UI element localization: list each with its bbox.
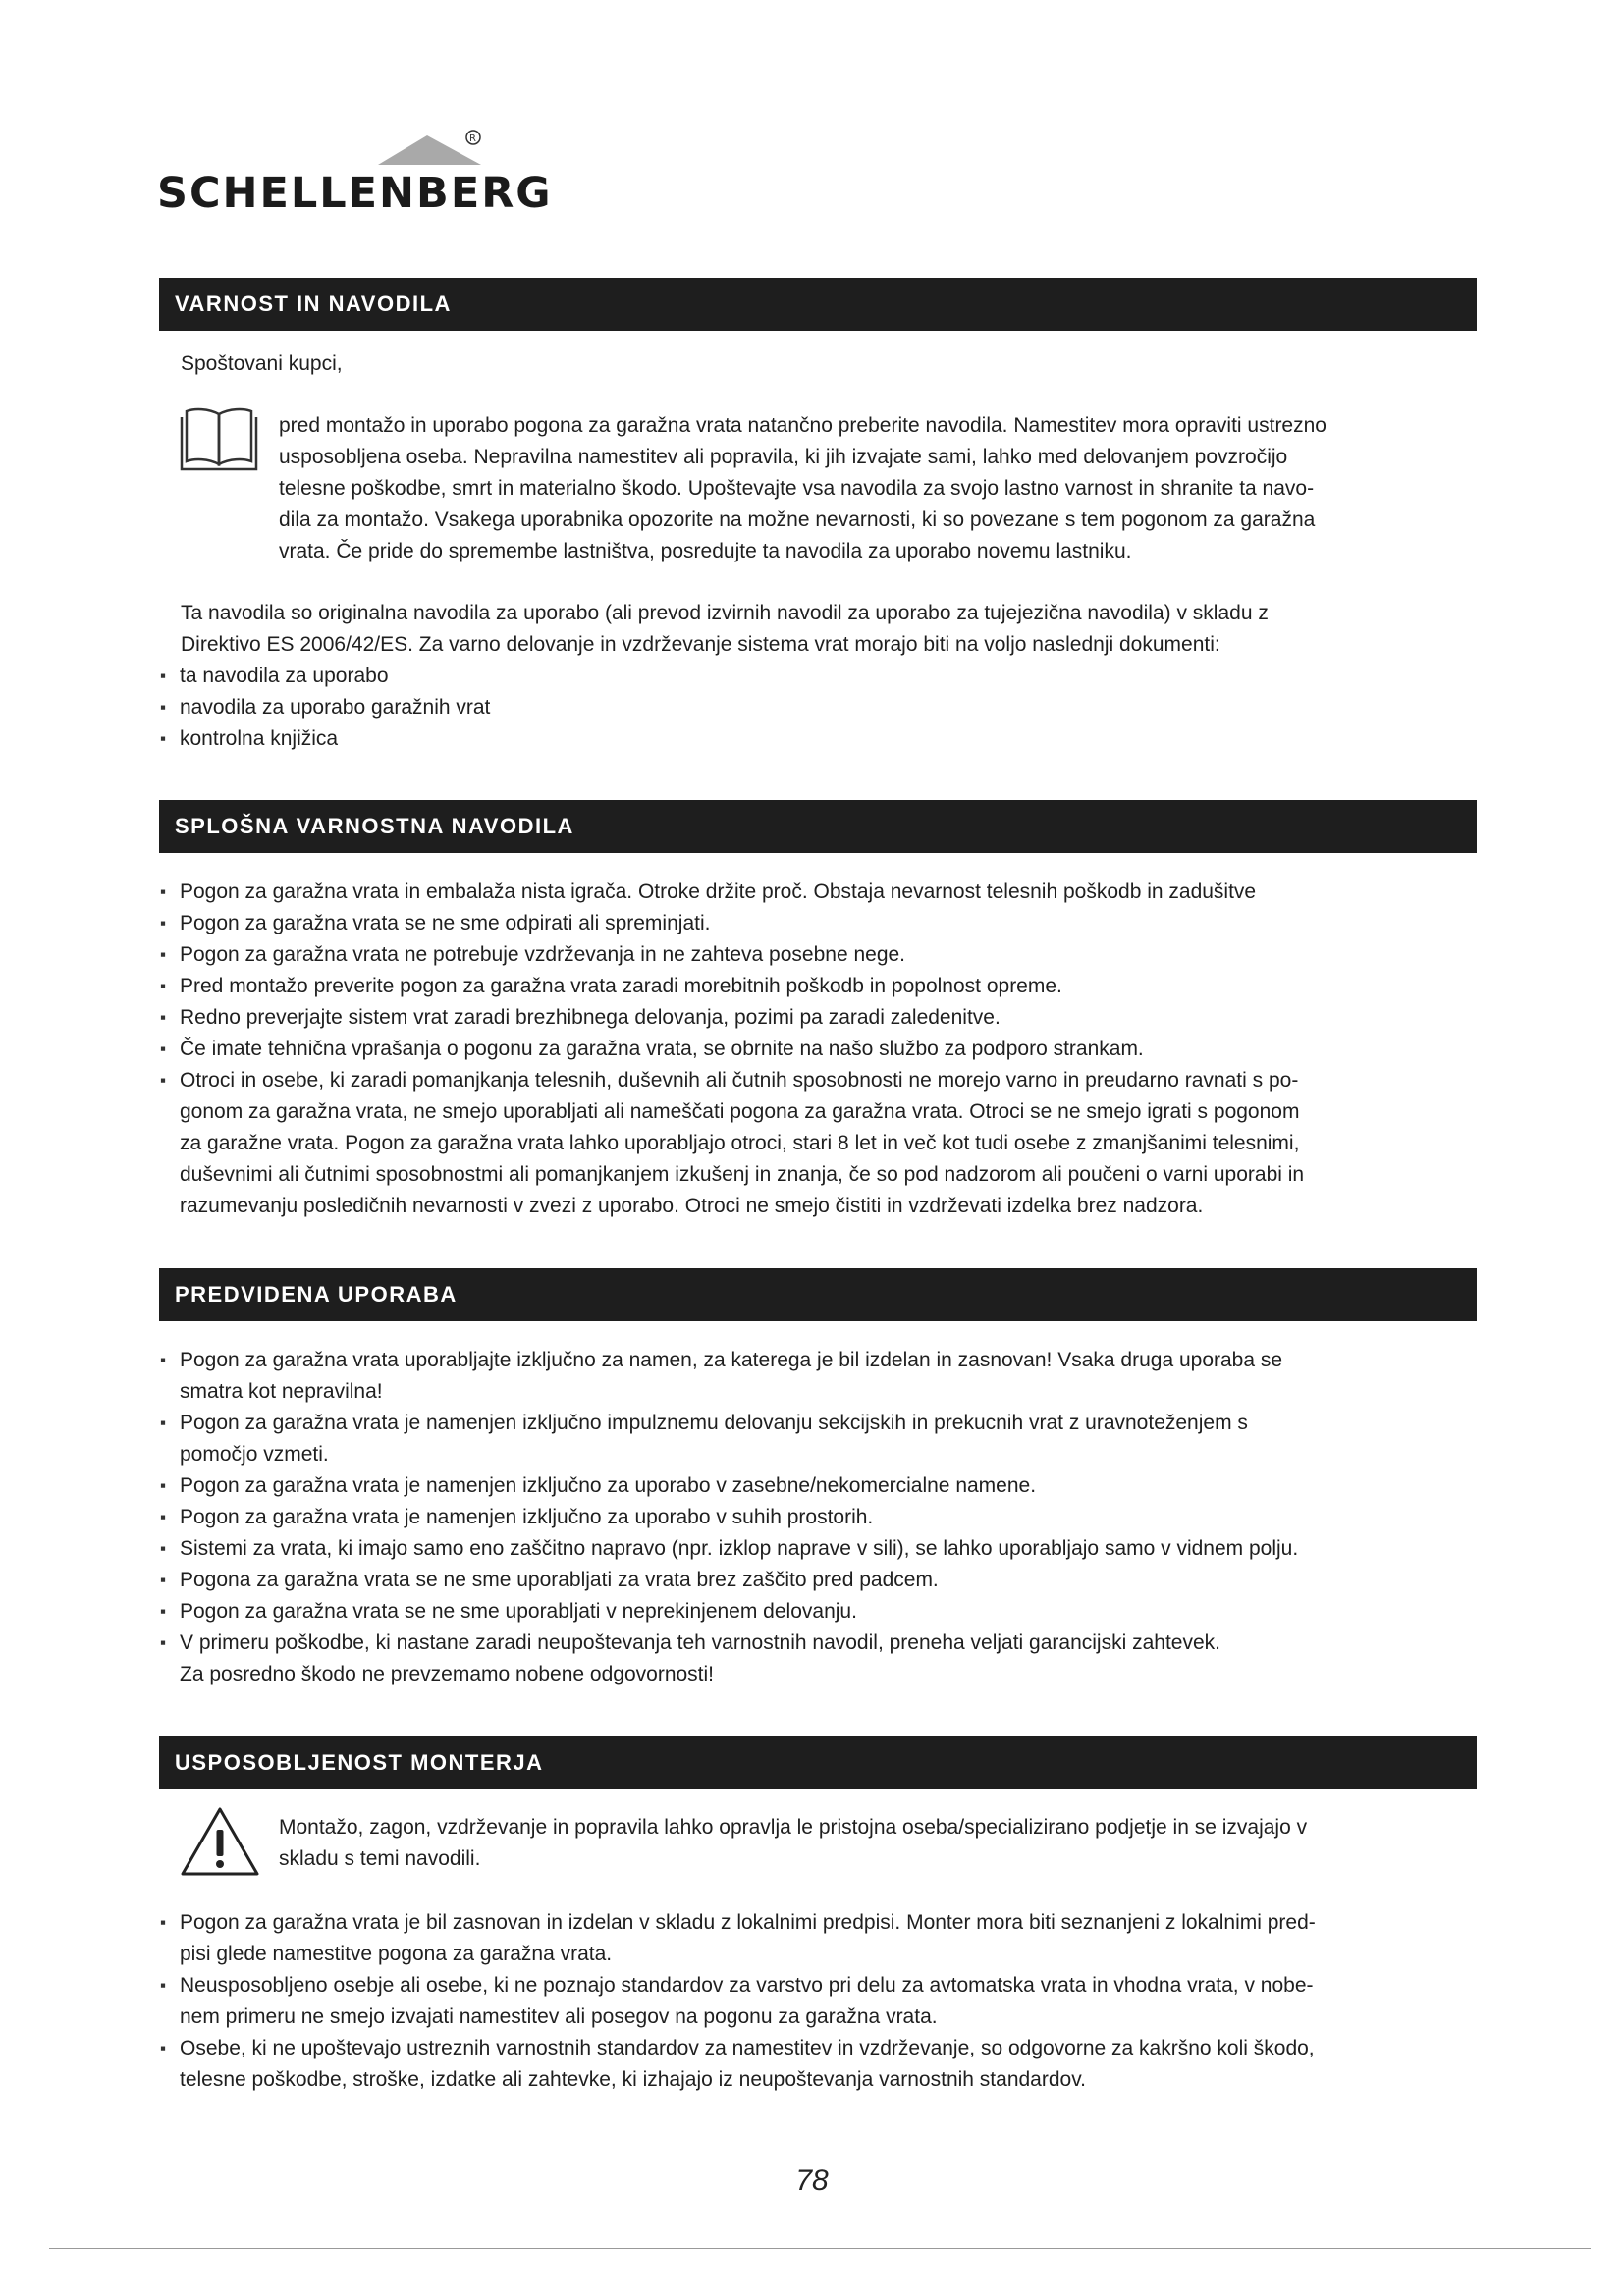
list-line: razumevanju posledičnih nevarnosti v zvezi z uporabo. Otroci ne smejo čistiti in vzdrževati izdelka brez nadzora. xyxy=(180,1195,1204,1217)
list-item xyxy=(160,1502,1481,1533)
list-line: smatra kot nepravilna! xyxy=(180,1380,383,1403)
greeting: Spoštovani kupci, xyxy=(181,352,343,375)
list-line: nem primeru ne smejo izvajati namestitev ali posegov na pogonu za garažna vrata. xyxy=(180,2005,938,2028)
list-item xyxy=(160,1596,1481,1628)
list-line: ▪ Pogon za garažna vrata je namenjen izključno za uporabo v suhih prostorih. xyxy=(180,1506,874,1528)
list-item xyxy=(160,1970,1481,2033)
list-line: pisi glede namestitve pogona za garažna vrata. xyxy=(180,1943,613,1965)
list-line: ▪ Pogon za garažna vrata je namenjen izključno impulznemu delovanju sekcijskih in prekucnih vrat z uravnoteženjem s xyxy=(180,1412,1248,1434)
list-line: ▪ Pogon za garažna vrata je bil zasnovan in izdelan v skladu z lokalnimi predpisi. Monter mora biti seznanjeni z lokalnimi pred- xyxy=(180,1911,1316,1934)
intro-line: usposobljena oseba. Nepravilna namestitev ali popravila, ki jih izvajate sami, lahko med delovanjem povzročijo xyxy=(279,446,1288,468)
section-heading-installer-qualification: USPOSOBLJENOST MONTERJA xyxy=(159,1736,1477,1789)
list-line: ▪ Pogon za garažna vrata uporabljajte izključno za namen, za katerega je bil izdelan in zasnovan! Vsaka druga uporaba se xyxy=(180,1349,1283,1371)
list-line: ▪ Če imate tehnična vprašanja o pogonu za garažna vrata, se obrnite na našo službo za podporo strankam. xyxy=(180,1038,1144,1060)
intro-paragraph xyxy=(279,410,1482,567)
brand-wordmark: SCHELLENBERG xyxy=(157,169,553,218)
directive-paragraph xyxy=(181,598,1482,661)
installer-list xyxy=(160,1907,1481,2096)
list-line: ▪ Pogon za garažna vrata se ne sme uporabljati v neprekinjenem delovanju. xyxy=(180,1600,857,1623)
roof-icon xyxy=(157,126,491,175)
intro-line: vrata. Če pride do spremembe lastništva, posredujte ta navodila za uporabo novemu lastniku. xyxy=(279,540,1132,562)
list-line: ▪ Otroci in osebe, ki zaradi pomanjkanja telesnih, duševnih ali čutnih sposobnosti ne morejo varno in preudarno ravnati s po- xyxy=(180,1069,1299,1092)
list-line: ▪ Pogon za garažna vrata se ne sme odpirati ali spreminjati. xyxy=(180,912,711,934)
list-item xyxy=(160,1002,1481,1034)
list-item xyxy=(160,1034,1481,1065)
list-item xyxy=(160,2033,1481,2096)
section-heading-safety: VARNOST IN NAVODILA xyxy=(159,278,1477,331)
list-item xyxy=(160,1628,1481,1690)
list-line: za garažne vrata. Pogon za garažna vrata lahko uporabljajo otroci, stari 8 let in več kot tudi osebe z zmanjšanimi telesnimi, xyxy=(180,1132,1300,1154)
list-item xyxy=(160,1065,1481,1222)
paragraph-line: Ta navodila so originalna navodila za uporabo (ali prevod izvirnih navodil za uporabo za tujejezična navodila) v skladu z xyxy=(181,602,1269,624)
list-line: ▪ Neusposobljeno osebje ali osebe, ki ne poznajo standardov za varstvo pri delu za avtomatska vrata in vhodna vrata, v nobe- xyxy=(180,1974,1314,1997)
list-item xyxy=(160,908,1481,939)
brand-logo xyxy=(157,126,553,224)
list-line: ▪ Pred montažo preverite pogon za garažna vrata zaradi morebitnih poškodb in popolnost opreme. xyxy=(180,975,1062,997)
page-number: 78 xyxy=(795,2164,829,2197)
list-line: ▪ Redno preverjajte sistem vrat zaradi brezhibnega delovanja, pozimi pa zaradi zaledenitve. xyxy=(180,1006,1001,1029)
list-item xyxy=(160,1408,1481,1470)
list-line: ▪ V primeru poškodbe, ki nastane zaradi neupoštevanja teh varnostnih navodil, preneha veljati garancijski zahtevek. xyxy=(180,1631,1220,1654)
intended-use-list xyxy=(160,1345,1481,1690)
list-item xyxy=(160,971,1481,1002)
list-line: pomočjo vzmeti. xyxy=(180,1443,329,1466)
list-item: ▪ navodila za uporabo garažnih vrat xyxy=(160,692,490,723)
section-heading-general-safety: SPLOŠNA VARNOSTNA NAVODILA xyxy=(159,800,1477,853)
list-line: ▪ Pogona za garažna vrata se ne sme uporabljati za vrata brez zaščito pred padcem. xyxy=(180,1569,939,1591)
list-item: ▪ kontrolna knjižica xyxy=(160,723,490,755)
list-item xyxy=(160,877,1481,908)
list-line: ▪ Sistemi za vrata, ki imajo samo eno zaščitno napravo (npr. izklop naprave v sili), se lahko uporabljajo samo v vidnem polju. xyxy=(180,1537,1299,1560)
list-line: telesne poškodbe, stroške, izdatke ali zahtevke, ki izhajajo iz neupoštevanja varnostnih standardov. xyxy=(180,2068,1086,2091)
svg-text:R: R xyxy=(469,133,476,144)
list-item xyxy=(160,1470,1481,1502)
intro-line: dila za montažo. Vsakega uporabnika opozorite na možne nevarnosti, ki so povezane s tem pogonom za garažna xyxy=(279,508,1316,531)
warning-line: Montažo, zagon, vzdrževanje in popravila lahko opravlja le pristojna oseba/specializirano podjetje in se izvajajo v xyxy=(279,1816,1308,1839)
list-line: ▪ Pogon za garažna vrata in embalaža nista igrača. Otroke držite proč. Obstaja nevarnost telesnih poškodb in zadušitve xyxy=(180,881,1257,903)
list-line: ▪ Pogon za garažna vrata ne potrebuje vzdrževanja in ne zahteva posebne nege. xyxy=(180,943,906,966)
list-line: ▪ Osebe, ki ne upoštevajo ustreznih varnostnih standardov za namestitev in vzdrževanje, so odgovorne za kakršno koli škodo, xyxy=(180,2037,1315,2059)
intro-line: pred montažo in uporabo pogona za garažna vrata natančno preberite navodila. Namestitev mora opraviti ustrezno xyxy=(279,414,1326,437)
list-item xyxy=(160,1565,1481,1596)
list-line: duševnimi ali čutnimi sposobnostmi ali pomanjkanjem izkušenj in znanja, če so pod nadzorom ali poučeni o varni uporabi in xyxy=(180,1163,1305,1186)
section-heading-intended-use: PREDVIDENA UPORABA xyxy=(159,1268,1477,1321)
list-line: gonom za garažna vrata, ne smejo uporabljati ali nameščati pogona za garažna vrata. Otroci se ne smejo igrati s pogonom xyxy=(180,1100,1300,1123)
list-item xyxy=(160,1345,1481,1408)
manual-book-icon xyxy=(179,402,259,473)
general-safety-list xyxy=(160,877,1481,1222)
list-line: ▪ Pogon za garažna vrata je namenjen izključno za uporabo v zasebne/nekomercialne namene. xyxy=(180,1474,1037,1497)
paragraph-line: Direktivo ES 2006/42/ES. Za varno delovanje in vzdrževanje sistema vrat morajo biti na voljo naslednji dokumenti: xyxy=(181,633,1220,656)
list-item xyxy=(160,1907,1481,1970)
list-line: Za posredno škodo ne prevzemamo nobene odgovornosti! xyxy=(180,1663,715,1685)
list-item: ▪ ta navodila za uporabo xyxy=(160,661,490,692)
list-item xyxy=(160,939,1481,971)
footer-divider xyxy=(49,2248,1591,2249)
documents-list xyxy=(160,661,490,755)
intro-line: telesne poškodbe, smrt in materialno škodo. Upoštevajte vsa navodila za svojo lastno varnost in shranite ta navo- xyxy=(279,477,1315,500)
warning-triangle-icon xyxy=(179,1804,261,1879)
warning-text xyxy=(279,1812,1482,1875)
warning-line: skladu s temi navodili. xyxy=(279,1847,481,1870)
list-item xyxy=(160,1533,1481,1565)
